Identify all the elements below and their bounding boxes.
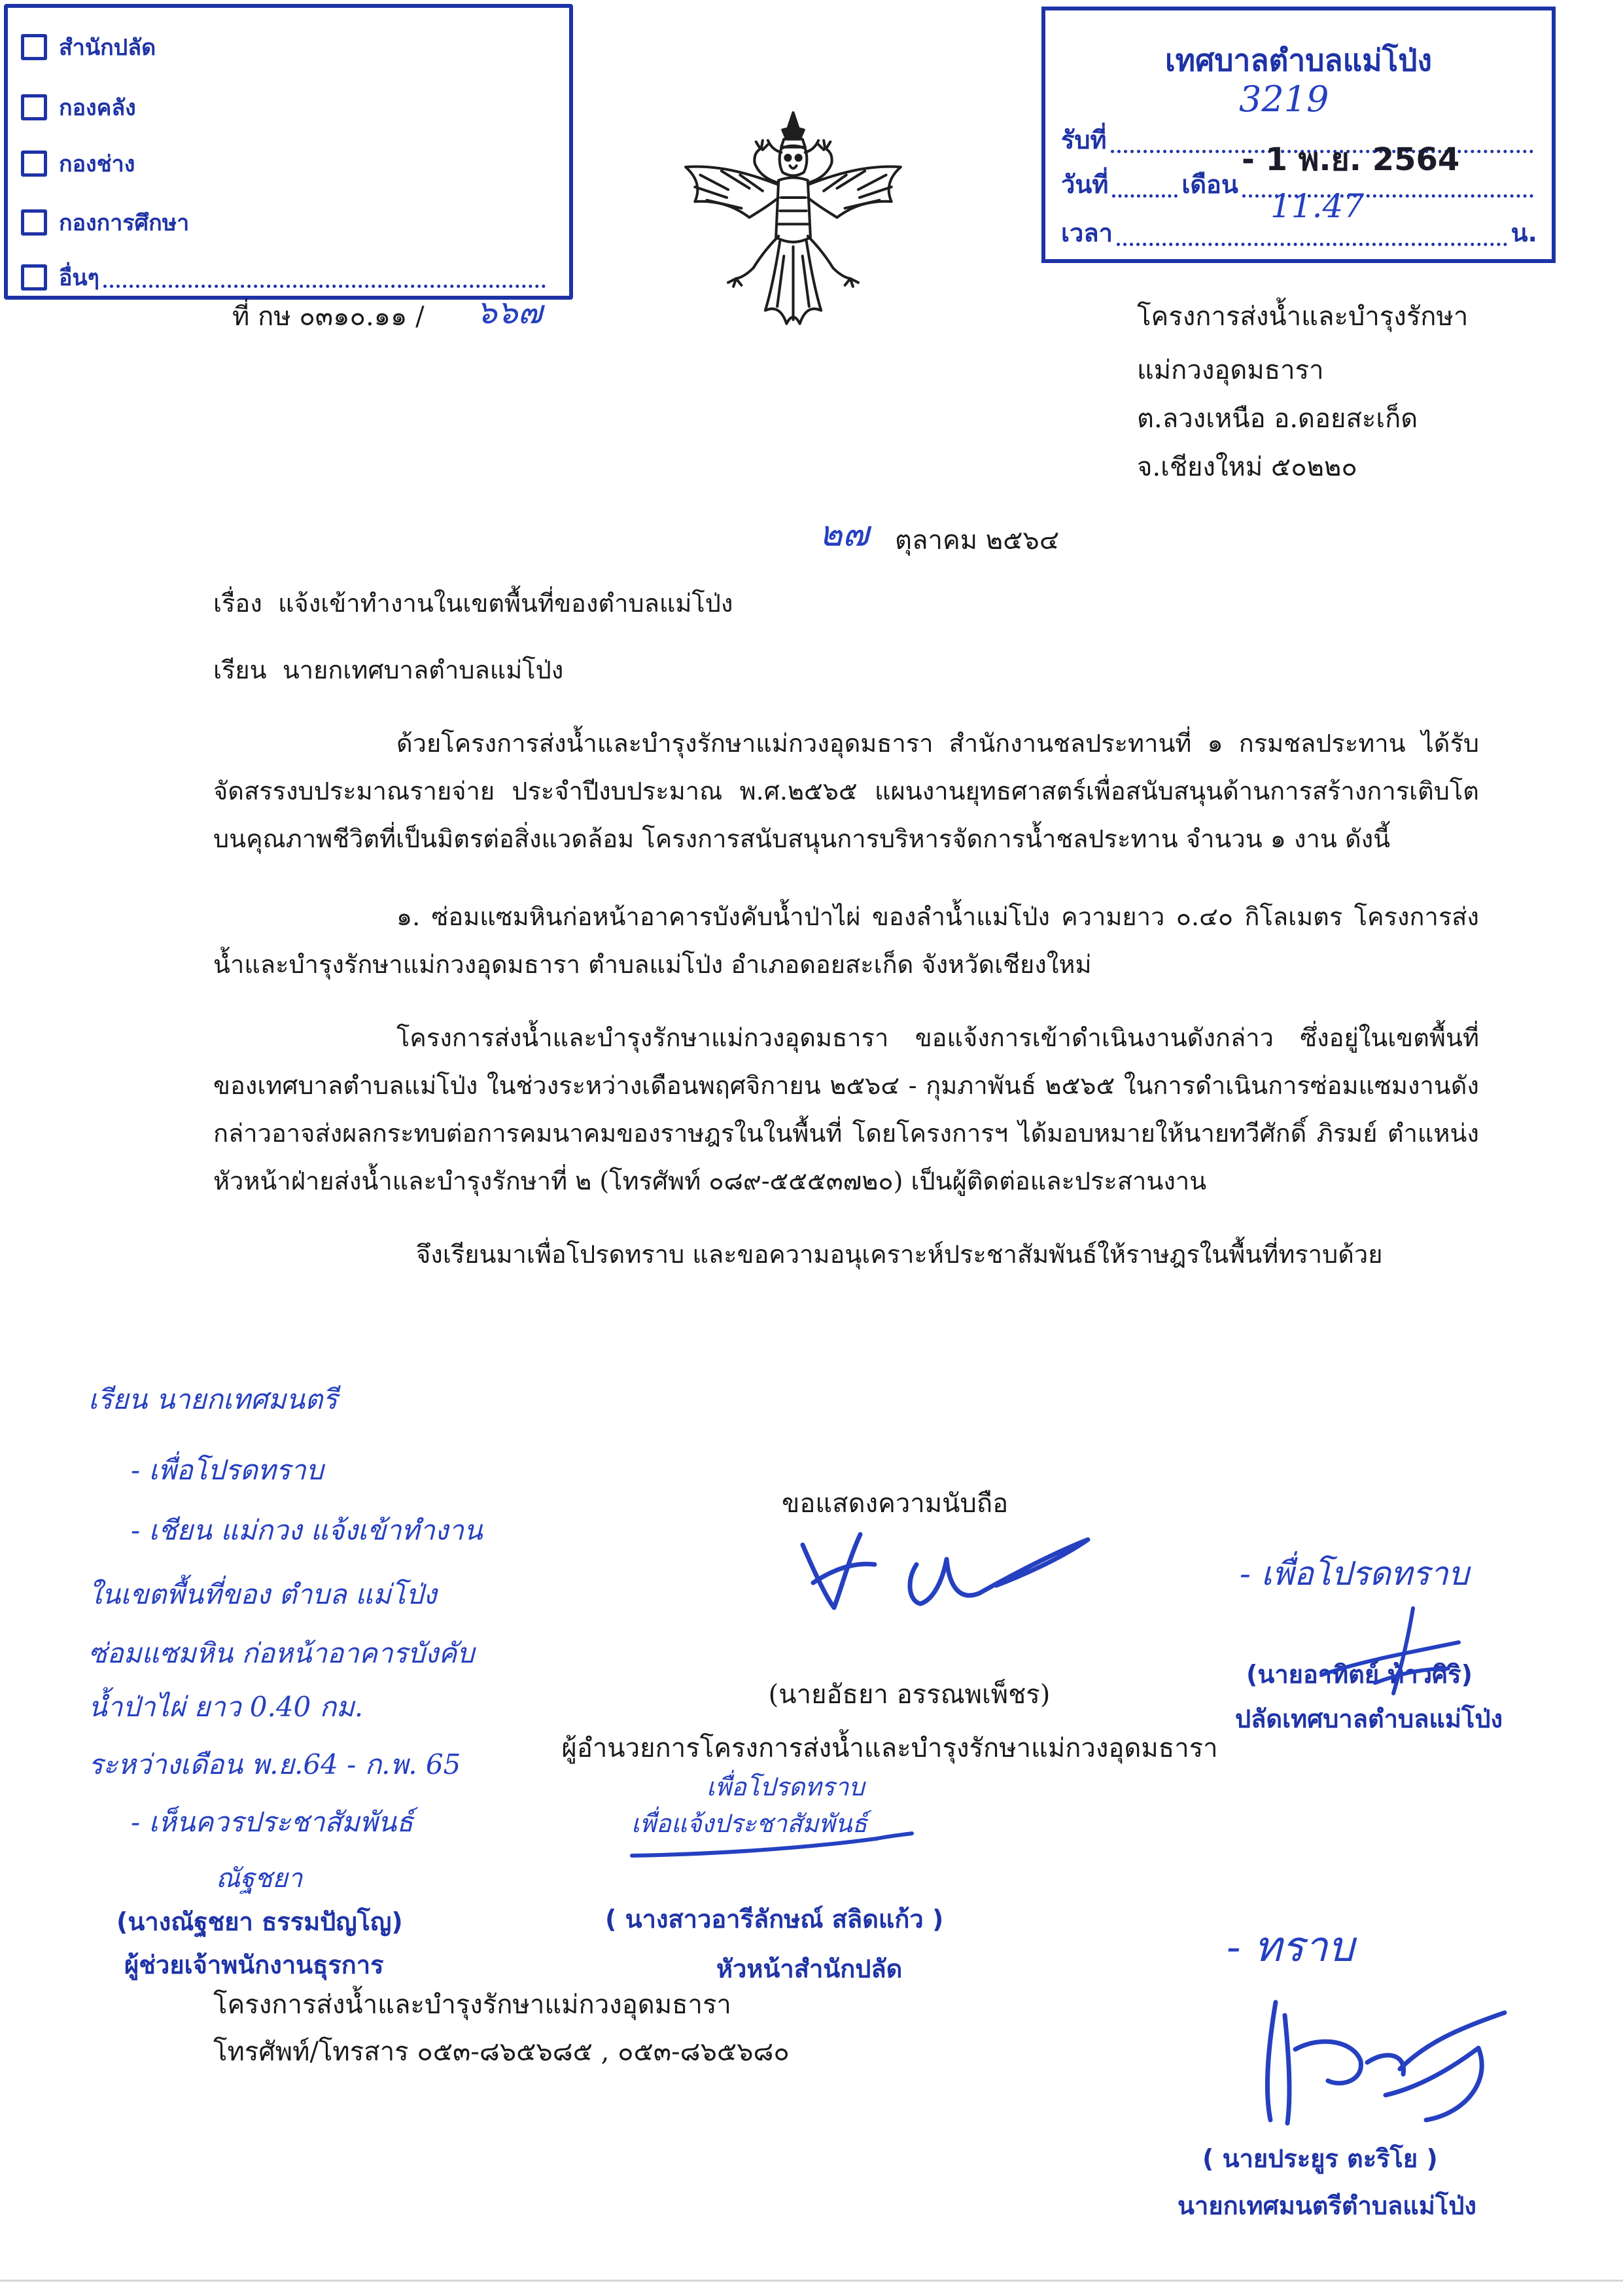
sender-address-line: ต.ลวงเหนือ อ.ดอยสะเก็ด: [1137, 404, 1418, 434]
clerk-signature: ณัฐชยา: [216, 1863, 303, 1894]
routing-option-label: กองคลัง: [59, 95, 136, 121]
office-head-name-stamp: ( นางสาวอารีลักษณ์ สลิดแก้ว ): [605, 1905, 944, 1934]
salutation-line: [213, 646, 563, 694]
routing-option: [21, 148, 550, 179]
reference-number: ที่ กษ ๐๓๑๐.๑๑ /: [232, 302, 425, 332]
office-head-signature-stroke: [628, 1829, 916, 1862]
letter-body: [213, 720, 1479, 1279]
body-paragraph: ด้วยโครงการส่งน้ำและบำรุงรักษาแม่กวงอุดมธารา สำนักงานชลประทานที่ ๑ กรมชลประทาน ได้รับจัดสรรงบประมาณรายจ่าย ประจำปีงบประมาณ พ.ศ.๒๕๖๕ แผนงานยุทธศาสตร์เพื่อสนับสนุนด้านการสร้างการเติบโตบนคุณภาพชีวิตที่เป็นมิตรต่อสิ่งแวดล้อม โครงการสนับสนุนการบริหารจัดการน้ำชลประทาน จำนวน ๑ งาน ดังนี้: [213, 729, 1479, 853]
clerk-note-line: ในเขตพื้นที่ของ ตำบล แม่โป่ง: [88, 1578, 437, 1610]
salutation-label: เรียน: [213, 656, 267, 684]
deputy-note: - เพื่อโปรดทราบ: [1240, 1555, 1469, 1593]
checkbox-icon: [21, 264, 47, 291]
received-no-label: รับที่: [1061, 126, 1107, 154]
clerk-name-stamp: (นางณัฐชยา ธรรมปัญโญ): [116, 1907, 403, 1936]
checkbox-icon: [21, 94, 47, 120]
checkbox-icon: [21, 209, 47, 236]
routing-option-label: อื่นๆ: [59, 265, 99, 291]
deputy-title-stamp: ปลัดเทศบาลตำบลแม่โป่ง: [1235, 1704, 1503, 1733]
received-no-handwritten: 3219: [1239, 79, 1329, 120]
time-suffix: น.: [1510, 219, 1537, 247]
mayor-title-stamp: นายกเทศมนตรีตำบลแม่โป่ง: [1178, 2191, 1476, 2220]
mayor-signature: [1230, 1989, 1518, 2130]
body-paragraph: จึงเรียนมาเพื่อโปรดทราบ และขอความอนุเคราะห์ประชาสัมพันธ์ให้ราษฎรในพื้นที่ทราบด้วย: [416, 1240, 1383, 1269]
clerk-note-line: เรียน นายกเทศมนตรี: [88, 1383, 338, 1415]
clerk-note-line: - เชียน แม่กวง แจ้งเข้าทำงาน: [131, 1514, 483, 1546]
letter-date: ตุลาคม ๒๕๖๔: [895, 525, 1060, 556]
closing-text: ขอแสดงความนับถือ: [782, 1489, 1009, 1519]
reference-number-handwritten: ๖๖๗: [476, 293, 543, 331]
clerk-note-line: - เห็นควรประชาสัมพันธ์: [131, 1806, 413, 1838]
deputy-name-stamp: (นายอาทิตย์ ท้าวศิริ): [1246, 1660, 1473, 1689]
office-head-note-line: เพื่อแจ้งประชาสัมพันธ์: [631, 1809, 867, 1838]
sender-address-line: แม่กวงอุดมธารา: [1137, 355, 1324, 385]
routing-stamp: [4, 4, 573, 300]
clerk-note-line: ระหว่างเดือน พ.ย.64 - ก.พ. 65: [88, 1748, 461, 1780]
body-paragraph: ๑. ซ่อมแซมหินก่อหน้าอาคารบังคับน้ำป่าไผ่ ของลำน้ำแม่โป่ง ความยาว ๐.๔๐ กิโลเมตร โครงการส่งน้ำและบำรุงรักษาแม่กวงอุดมธารา ตำบลแม่โป่ง อำเภอดอยสะเก็ด จังหวัดเชียงใหม่: [213, 902, 1479, 979]
director-signature: [788, 1521, 1096, 1619]
received-time-handwritten: 11.47: [1270, 187, 1365, 225]
checkbox-icon: [21, 34, 47, 60]
date-stamp: - 1 พ.ย. 2564: [1242, 141, 1460, 178]
mayor-note: - ทราบ: [1227, 1923, 1355, 1971]
routing-option: [21, 207, 550, 238]
sender-address-line: จ.เชียงใหม่ ๕๐๒๒๐: [1137, 452, 1357, 482]
dotted-leader: [1112, 194, 1178, 198]
receipt-stamp: [1041, 7, 1556, 263]
routing-option-label: กองการศึกษา: [59, 210, 190, 236]
clerk-note-line: - เพื่อโปรดทราบ: [131, 1454, 324, 1486]
director-title: ผู้อำนวยการโครงการส่งน้ำและบำรุงรักษาแม่กวงอุดมธารา: [561, 1733, 1218, 1763]
date-label: วันที่: [1061, 170, 1109, 199]
dotted-leader: [1117, 243, 1507, 246]
office-head-title-stamp: หัวหน้าสำนักปลัด: [716, 1954, 903, 1983]
subject-line: [213, 580, 733, 627]
clerk-title-stamp: ผู้ช่วยเจ้าพนักงานธุรการ: [124, 1951, 384, 1979]
deputy-signature: [1315, 1602, 1465, 1700]
subject-label: เรื่อง: [213, 589, 262, 618]
routing-option: [21, 31, 550, 63]
date-day-handwritten: ๒๗: [819, 513, 869, 554]
sender-address-line: โครงการส่งน้ำและบำรุงรักษา: [1137, 302, 1469, 332]
footer-phone: โทรศัพท์/โทรสาร ๐๕๓-๘๖๕๖๘๕ , ๐๕๓-๘๖๕๖๘๐: [213, 2037, 790, 2067]
time-label: เวลา: [1061, 219, 1113, 247]
scan-edge-line: [0, 2280, 1623, 2282]
body-paragraph: โครงการส่งน้ำและบำรุงรักษาแม่กวงอุดมธารา ขอแจ้งการเข้าดำเนินงานดังกล่าว ซึ่งอยู่ในเขตพื้นที่ของเทศบาลตำบลแม่โป่ง ในช่วงระหว่างเดือนพฤศจิกายน ๒๕๖๔ - กุมภาพันธ์ ๒๕๖๕ ในการดำเนินการซ่อมแซมงานดังกล่าวอาจส่งผลกระทบต่อการคมนาคมของราษฎรในในพื้นที่ โดยโครงการฯ ได้มอบหมายให้นายทวีศักดิ์ ภิรมย์ ตำแหน่งหัวหน้าฝ่ายส่งน้ำและบำรุงรักษาที่ ๒ (โทรศัพท์ ๐๘๙-๕๕๕๓๗๒๐) เป็นผู้ติดต่อและประสานงาน: [213, 1023, 1479, 1195]
clerk-note-line: ซ่อมแซมหิน ก่อหน้าอาคารบังคับ: [88, 1637, 475, 1669]
routing-option-label: สำนักปลัด: [59, 35, 156, 61]
recipient-text: นายกเทศบาลตำบลแม่โป่ง: [282, 656, 564, 684]
director-name: (นายอัธยา อรรณพเพ็ชร): [768, 1680, 1051, 1710]
routing-option-label: กองช่าง: [59, 151, 135, 177]
garuda-emblem: [680, 110, 906, 336]
office-head-note-line: เพื่อโปรดทราบ: [707, 1773, 865, 1801]
mayor-name-stamp: ( นายประยูร ตะริโย ): [1202, 2144, 1438, 2173]
month-label: เดือน: [1181, 170, 1238, 199]
routing-option: [21, 262, 550, 293]
receipt-stamp-title: เทศบาลตำบลแม่โป่ง: [1165, 43, 1432, 78]
clerk-note-line: น้ำป่าไผ่ ยาว 0.40 กม.: [88, 1691, 364, 1723]
subject-text: แจ้งเข้าทำงานในเขตพื้นที่ของตำบลแม่โป่ง: [277, 589, 733, 618]
routing-option: [21, 92, 550, 123]
footer-office: โครงการส่งน้ำและบำรุงรักษาแม่กวงอุดมธารา: [213, 1990, 731, 2020]
checkbox-icon: [21, 150, 47, 177]
